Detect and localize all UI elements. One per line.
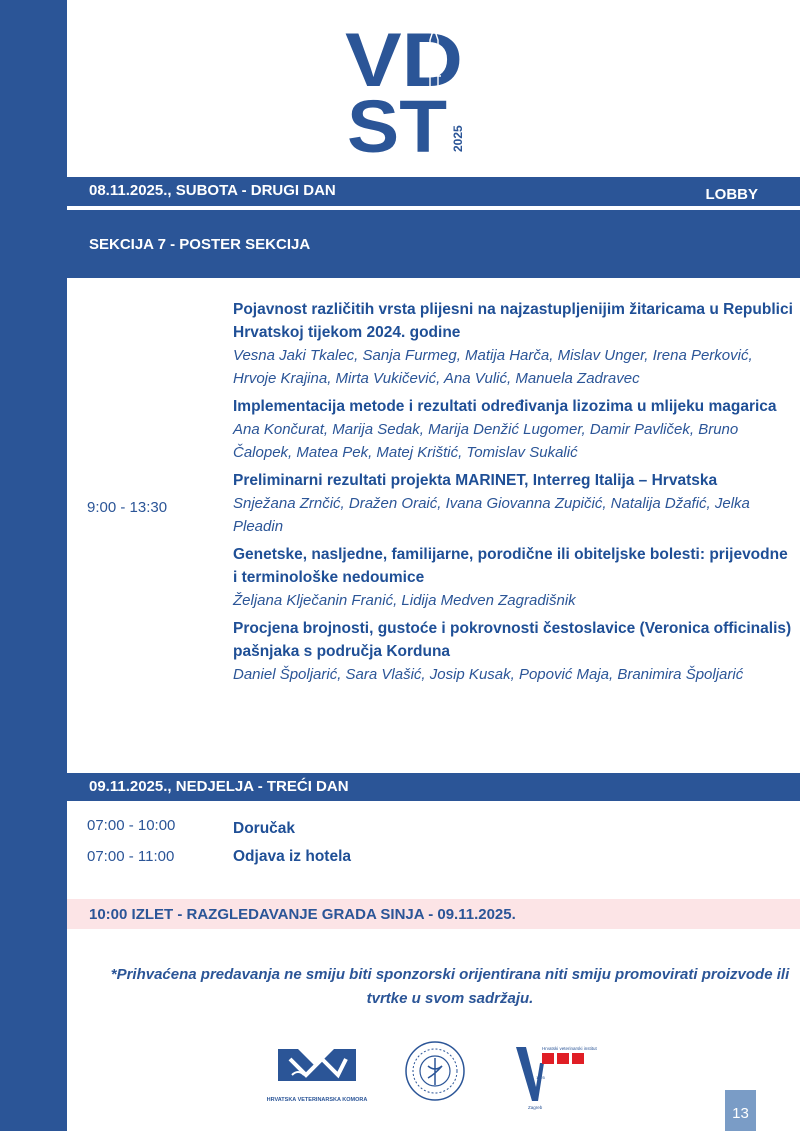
checkout-time: 07:00 - 11:00 [87,848,175,865]
poster-title: Genetske, nasljedne, familijarne, porodične ili obiteljske bolesti: prijevodne i terminološke nedoumice [233,546,788,586]
day2-header-title: 08.11.2025., SUBOTA - DRUGI DAN [89,182,336,199]
poster-session-time: 9:00 - 13:30 [87,499,168,516]
day2-header-band [67,177,800,206]
poster-entry [233,543,793,612]
poster-entry [233,469,793,538]
poster-authors: Vesna Jaki Tkalec, Sanja Furmeg, Matija Harča, Mislav Unger, Irena Perković, Hrvoje Krajina, Mirta Vukičević, Ana Vulić, Manuela Zadravec [233,347,753,387]
poster-title: Implementacija metode i rezultati određivanja lizozima u mlijeku magarica [233,398,777,415]
footnote: *Prihvaćena predavanja ne smiju biti sponzorski orijentirana niti smiju promovirati proizvode ili tvrtke u svom sadržaju. [110,966,790,1007]
poster-list [233,298,793,691]
poster-entry [233,395,793,464]
day2-location: LOBBY [705,186,758,203]
veterinary-seal-icon [404,1040,466,1102]
checkout-label: Odjava iz hotela [233,848,352,865]
poster-authors: Snježana Zrnčić, Dražen Oraić, Ivana Giovanna Zupičić, Natalija Džafić, Jelka Pleadin [233,495,750,535]
left-sidebar-stripe [0,0,67,1131]
svg-text:ST: ST [347,85,447,168]
poster-entry [233,617,793,686]
poster-entry [233,298,793,390]
vdst-logo [345,18,467,168]
svg-text:VD: VD [345,18,463,103]
hvk-logo-icon [266,1045,368,1105]
hvi-city: Zagreb [528,1105,543,1110]
breakfast-time: 07:00 - 10:00 [87,817,176,834]
hvi-logo-icon [514,1043,597,1113]
hvi-year: 1925 [536,1075,545,1080]
poster-title: Preliminarni rezultati projekta MARINET, Interreg Italija – Hrvatska [233,472,718,489]
hvk-caption: HRVATSKA VETERINARSKA KOMORA [266,1097,368,1103]
excursion-text: 10:00 IZLET - RAZGLEDAVANJE GRADA SINJA - 09.11.2025. [89,906,516,923]
svg-text:2025: 2025 [451,125,465,152]
page-number: 13 [732,1105,749,1122]
section-header-band [67,210,800,278]
section-title: SEKCIJA 7 - POSTER SEKCIJA [89,236,311,253]
day3-header-band [67,773,800,801]
page-number-badge [725,1090,756,1131]
poster-title: Pojavnost različitih vrsta plijesni na najzastupljenijim žitaricama u Republici Hrvatskoj tijekom 2024. godine [233,301,793,341]
poster-title: Procjena brojnosti, gustoće i pokrovnosti čestoslavice (Veronica officinalis) pašnjaka s područja Korduna [233,620,792,660]
breakfast-label: Doručak [233,820,296,837]
poster-authors: Željana Klječanin Franić, Lidija Medven Zagradišnik [233,592,576,609]
hvi-caption: Hrvatski veterinarski institut [542,1046,597,1051]
excursion-banner [67,899,800,929]
poster-authors: Ana Končurat, Marija Sedak, Marija Denžić Lugomer, Damir Pavliček, Bruno Čalopek, Matea Pek, Matej Krištić, Tomislav Sukalić [233,421,739,461]
day3-header-title: 09.11.2025., NEDJELJA - TREĆI DAN [89,778,349,795]
poster-authors: Daniel Špoljarić, Sara Vlašić, Josip Kusak, Popović Maja, Branimira Špoljarić [233,666,744,683]
